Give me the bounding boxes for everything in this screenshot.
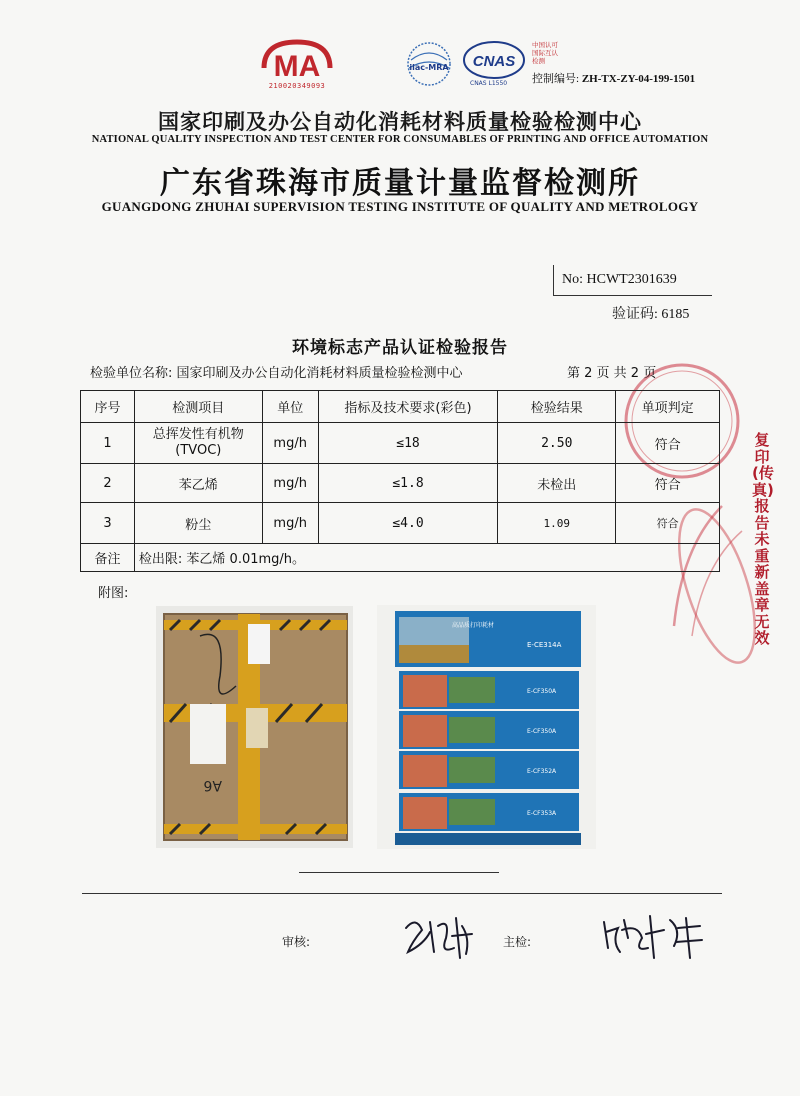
cnas-logo [462, 40, 526, 80]
divider-long [82, 893, 722, 894]
verification-code: 验证码: 6185 [612, 307, 690, 322]
report-title: 环境标志产品认证检验报告 [292, 338, 508, 358]
control-number-label: 控制编号: [532, 73, 580, 85]
control-number-value: ZH-TX-ZY-04-199-1501 [581, 73, 696, 85]
inspector-signature [598, 908, 708, 964]
row-item [134, 423, 262, 464]
row-item-line2: (TVOC) [175, 443, 222, 458]
header-requirement: 指标及技术要求(彩色) [318, 391, 498, 423]
row-unit: mg/h [262, 464, 318, 503]
cartridge-code: E-CF353A [527, 810, 557, 817]
cnas-text: CNAS [472, 53, 516, 70]
reviewer-label: 审核: [282, 935, 311, 949]
cnas-subtitle: CNAS L1550 [470, 80, 508, 87]
header-item: 检测项目 [134, 391, 262, 423]
row-result: 2.50 [498, 423, 616, 464]
table-row [81, 423, 720, 464]
center-name-en: NATIONAL QUALITY INSPECTION AND TEST CENTER FOR CONSUMABLES OF PRINTING AND OFFICE AUTOMATION [91, 134, 709, 145]
header-judgement: 单项判定 [616, 391, 720, 423]
ilac-text: ilac-MRA [409, 63, 449, 72]
header-result: 检验结果 [498, 391, 616, 423]
package-box-photo [156, 606, 353, 848]
row-judgement: 符合 [616, 423, 720, 464]
reviewer-signature [400, 908, 480, 964]
table-row [81, 464, 720, 503]
header-unit: 单位 [262, 391, 318, 423]
cartridge-code: E-CF350A [527, 728, 557, 735]
attachment-label: 附图: [98, 586, 129, 601]
note-label: 备注 [81, 544, 135, 572]
box-label-text: A6 [203, 777, 222, 793]
cnas-cn-line: 国际互认 [532, 49, 558, 57]
row-unit: mg/h [262, 423, 318, 464]
cartridge-code: E-CF350A [527, 688, 557, 695]
inspector-label: 主检: [503, 935, 532, 949]
cma-logo-text: MA [273, 50, 321, 83]
cnas-cn-labels [532, 41, 558, 65]
row-judgement: 符合 [616, 503, 720, 544]
page-info: 第 2 页 共 2 页 [567, 366, 657, 381]
table-header-row [81, 391, 720, 423]
row-requirement: ≤4.0 [318, 503, 498, 544]
row-unit: mg/h [262, 503, 318, 544]
inspection-unit: 检验单位名称: 国家印刷及办公自动化消耗材料质量检验检测中心 [90, 366, 463, 381]
header-no: 序号 [81, 391, 135, 423]
row-no: 1 [81, 423, 135, 464]
divider-short [299, 872, 499, 873]
institute-name-cn: 广东省珠海市质量计量监督检测所 [160, 166, 640, 201]
results-table [80, 390, 720, 572]
center-name-cn: 国家印刷及办公自动化消耗材料质量检验检测中心 [158, 110, 642, 134]
cnas-cn-line: 中国认可 [532, 41, 558, 49]
note-text: 检出限: 苯乙烯 0.01mg/h。 [134, 544, 719, 572]
row-requirement: ≤1.8 [318, 464, 498, 503]
cartridge-brand: 高品质打印耗材 [452, 622, 495, 629]
row-result: 1.09 [498, 503, 616, 544]
control-number [532, 70, 695, 86]
toner-cartridges-photo [377, 605, 596, 849]
row-no: 3 [81, 503, 135, 544]
table-row [81, 503, 720, 544]
table-note-row [81, 544, 720, 572]
row-item: 苯乙烯 [134, 464, 262, 503]
report-number: No: HCWT2301639 [562, 272, 677, 287]
row-requirement: ≤18 [318, 423, 498, 464]
cma-number: 210020349093 [268, 82, 326, 90]
ilac-mra-logo [402, 40, 456, 90]
cartridge-code: E-CF352A [527, 768, 557, 775]
row-no: 2 [81, 464, 135, 503]
row-item: 粉尘 [134, 503, 262, 544]
copy-invalid-notice: 复印(传真)报告未重新盖章无效 [752, 431, 774, 647]
row-judgement: 符合 [616, 464, 720, 503]
cartridge-code: E-CE314A [527, 641, 562, 649]
row-result: 未检出 [498, 464, 616, 503]
row-item-line1: 总挥发性有机物 [152, 427, 244, 442]
cnas-cn-line: 检测 [532, 57, 545, 65]
institute-name-en: GUANGDONG ZHUHAI SUPERVISION TESTING INSTITUTE OF QUALITY AND METROLOGY [101, 199, 699, 214]
